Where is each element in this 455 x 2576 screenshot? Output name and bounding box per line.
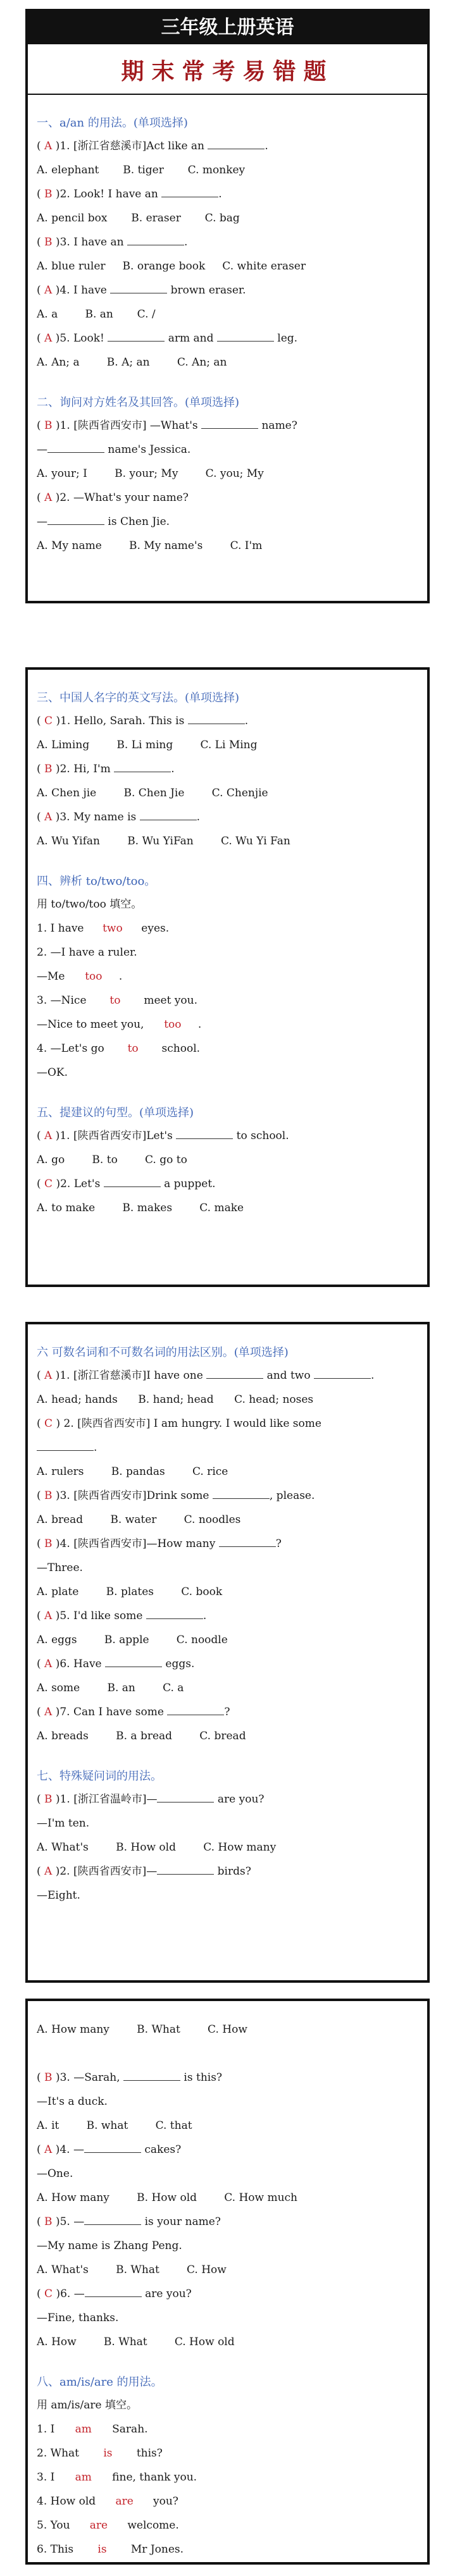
question-text: birds? — [214, 1865, 251, 1878]
question-text: 2. What — [37, 2447, 83, 2460]
question-line — [37, 1580, 418, 1604]
question-text: arm and — [165, 332, 217, 345]
answer-blank — [219, 1546, 276, 1547]
question-text: . — [370, 1369, 375, 1382]
question-text: . — [171, 763, 175, 775]
question-line — [37, 964, 418, 989]
question-line — [37, 805, 418, 829]
answer-letter: B — [44, 763, 53, 775]
answer-blank — [206, 1378, 263, 1379]
question-text: )3. My name is — [52, 811, 140, 823]
answer-letter: A — [44, 2143, 53, 2156]
question-text: A. pencil box B. eraser C. bag — [37, 212, 240, 225]
question-line — [37, 2489, 418, 2513]
answer-blank — [123, 2080, 180, 2081]
question-text: — — [37, 443, 47, 456]
question-line — [37, 1676, 418, 1700]
answer-letter: A — [44, 1130, 53, 1142]
answer-blank — [157, 1802, 214, 1803]
question-line — [37, 1061, 418, 1085]
question-line — [37, 510, 418, 534]
question-text: A. your; I B. your; My C. you; My — [37, 467, 264, 480]
question-text: is this? — [180, 2071, 223, 2084]
question-text: cakes? — [141, 2143, 182, 2156]
question-line — [37, 2114, 418, 2138]
question-text: A. elephant B. tiger C. monkey — [37, 164, 246, 176]
question-text: A. How B. What C. How old — [37, 2336, 235, 2348]
question-text: . — [203, 1610, 207, 1622]
question-text: ( — [37, 188, 45, 200]
question-text: ( — [37, 811, 45, 823]
filled-answer: am — [58, 2465, 109, 2489]
question-text: —It's a duck. — [37, 2095, 108, 2108]
question-text: )1. Hello, Sarah. This is — [53, 715, 188, 727]
question-text: ( — [37, 2071, 45, 2084]
question-line — [37, 2186, 418, 2210]
question-line — [37, 350, 418, 374]
question-text: 4. How old — [37, 2495, 99, 2508]
question-text: —One. — [37, 2167, 73, 2180]
page-subtitle: 期末常考易错题 — [121, 58, 334, 85]
question-line — [37, 1604, 418, 1628]
question-text: —OK. — [37, 1066, 68, 1079]
question-text: A. go B. to C. go to — [37, 1154, 187, 1166]
answer-blank — [84, 2224, 141, 2225]
answer-blank — [47, 524, 104, 525]
question-text: )1. [陕西省西安市] —What's — [52, 419, 202, 432]
question-text: is your name? — [141, 2215, 221, 2228]
answer-letter: B — [44, 419, 53, 432]
question-line — [37, 534, 418, 558]
question-line — [37, 2417, 418, 2441]
question-text: eggs. — [162, 1658, 195, 1670]
question-line — [37, 781, 418, 805]
question-text: A. What's B. How old C. How many — [37, 1841, 277, 1854]
question-text: ( — [37, 419, 45, 432]
section-title: 四、辨析 to/two/too。 — [37, 875, 156, 888]
question-text: )5. — — [52, 2215, 85, 2228]
filled-answer: too — [68, 964, 119, 989]
question-text: Sarah. — [108, 2423, 148, 2436]
answer-letter: A — [44, 1610, 53, 1622]
question-line — [37, 829, 418, 853]
answer-letter: A — [44, 1658, 53, 1670]
question-text: )3. —Sarah, — [52, 2071, 124, 2084]
question-line — [37, 1364, 418, 1388]
filled-answer: are — [73, 2513, 124, 2537]
answer-blank — [176, 1138, 233, 1139]
answer-blank — [217, 341, 274, 342]
question-text: . — [184, 236, 188, 249]
question-line — [37, 1436, 418, 1460]
question-text: A. Chen jie B. Chen Jie C. Chenjie — [37, 787, 268, 799]
section-spacer — [37, 2001, 418, 2018]
question-text: A. What's B. What C. How — [37, 2264, 227, 2276]
filled-answer: is — [77, 2537, 127, 2561]
question-text: A. An; a B. A; an C. An; an — [37, 356, 227, 369]
section-title: 六 可数名词和不可数名词的用法区别。(单项选择) — [37, 1346, 289, 1359]
card-4-body — [37, 2001, 418, 2561]
question-text: A. to make B. makes C. make — [37, 1202, 244, 1214]
question-text: A. How many B. What C. How — [37, 2023, 247, 2036]
question-line — [37, 733, 418, 757]
question-text: leg. — [273, 332, 298, 345]
answer-blank — [104, 1186, 161, 1187]
question-line — [37, 1196, 418, 1220]
question-line — [37, 2258, 418, 2282]
question-text: A. a B. an C. / — [37, 308, 156, 321]
filled-answer: to — [90, 989, 140, 1013]
question-text: ( — [37, 1658, 45, 1670]
question-line — [37, 2441, 418, 2465]
question-text: name? — [258, 419, 297, 432]
question-text: ( — [37, 284, 45, 297]
question-text: , please. — [269, 1489, 315, 1502]
question-text: )4. [陕西省西安市]—How many — [52, 1538, 219, 1550]
question-line — [37, 2066, 418, 2090]
question-text: 4. —Let's go — [37, 1042, 108, 1055]
question-line — [37, 1172, 418, 1196]
answer-letter: B — [44, 188, 53, 200]
question-text: )3. I have an — [52, 236, 127, 249]
question-text: are you? — [214, 1793, 265, 1806]
answer-letter: C — [44, 2288, 53, 2300]
question-line — [37, 757, 418, 781]
filled-answer: is — [82, 2441, 133, 2465]
question-text: ( — [37, 1130, 45, 1142]
answer-letter: A — [44, 811, 53, 823]
question-text: 1. I have — [37, 922, 87, 935]
worksheet-card-2 — [25, 667, 430, 1287]
question-text: 3. I — [37, 2471, 58, 2484]
question-text: )1. [浙江省慈溪市]Act like an — [52, 140, 208, 152]
section-title: 二、询问对方姓名及其回答。(单项选择) — [37, 396, 240, 409]
card-2-body — [37, 687, 418, 1220]
question-text: brown eraser. — [167, 284, 246, 297]
question-line — [37, 1013, 418, 1037]
question-line — [37, 254, 418, 278]
question-text: 6. This — [37, 2543, 77, 2556]
question-text: ? — [224, 1706, 230, 1718]
question-text: )6. Have — [52, 1658, 106, 1670]
question-text: ( — [37, 763, 45, 775]
question-text: ( — [37, 1489, 45, 1502]
question-text: A. plate B. plates C. book — [37, 1586, 223, 1598]
answer-letter: B — [44, 1538, 53, 1550]
question-text: ( — [37, 1610, 45, 1622]
question-line — [37, 1460, 418, 1484]
question-text: ( — [37, 140, 45, 152]
answer-letter: A — [44, 140, 53, 152]
question-text: and two — [263, 1369, 314, 1382]
question-line — [37, 2393, 418, 2417]
question-line — [37, 2234, 418, 2258]
question-text: ( — [37, 1865, 45, 1878]
card-3-body — [37, 1342, 418, 1907]
question-line — [37, 2162, 418, 2186]
worksheet-card-3 — [25, 1322, 430, 1983]
question-text: ( — [37, 715, 45, 727]
question-text: eyes. — [137, 922, 170, 935]
question-text: . — [118, 970, 123, 983]
question-text: )2. —What's your name? — [52, 491, 189, 504]
answer-blank — [108, 341, 165, 342]
question-text: ( — [37, 1178, 45, 1190]
question-text: )2. Look! I have an — [52, 188, 162, 200]
question-text: a puppet. — [160, 1178, 216, 1190]
question-line — [37, 1484, 418, 1508]
question-text: A. breads B. a bread C. bread — [37, 1730, 246, 1742]
question-text: ? — [275, 1538, 282, 1550]
question-line — [37, 1835, 418, 1859]
question-text: ( — [37, 2143, 45, 2156]
answer-letter: C — [44, 1178, 53, 1190]
question-text: 5. You — [37, 2519, 73, 2532]
question-line — [37, 1148, 418, 1172]
question-text: this? — [133, 2447, 163, 2460]
answer-letter: C — [44, 715, 53, 727]
question-line — [37, 182, 418, 206]
question-line — [37, 2210, 418, 2234]
question-text: — — [37, 515, 47, 528]
question-text: meet you. — [140, 994, 197, 1007]
question-text: is Chen Jie. — [104, 515, 170, 528]
question-text: ( — [37, 1538, 45, 1550]
question-text: ( — [37, 2288, 45, 2300]
answer-letter: A — [44, 491, 53, 504]
answer-letter: B — [44, 1793, 53, 1806]
question-line — [37, 1508, 418, 1532]
question-text: )5. I'd like some — [52, 1610, 146, 1622]
answer-blank — [47, 452, 104, 453]
question-line — [37, 2306, 418, 2330]
question-text: —Me — [37, 970, 68, 983]
section-title: 七、特殊疑问词的用法。 — [37, 1770, 162, 1783]
question-text: —Three. — [37, 1562, 83, 1574]
answer-blank — [37, 1450, 94, 1451]
question-line — [37, 230, 418, 254]
question-line — [37, 486, 418, 510]
question-text: 用 to/two/too 填空。 — [37, 898, 142, 911]
question-text: )1. [浙江省慈溪市]I have one — [52, 1369, 207, 1382]
question-line — [37, 989, 418, 1013]
question-line — [37, 206, 418, 230]
question-text: —Nice to meet you, — [37, 1018, 147, 1031]
question-text: )4. — — [52, 2143, 84, 2156]
question-line — [37, 1037, 418, 1061]
answer-letter: A — [44, 1369, 53, 1382]
question-line — [37, 326, 418, 350]
question-line — [37, 2465, 418, 2489]
question-line — [37, 940, 418, 964]
card-1-body — [37, 113, 418, 558]
question-text: fine, thank you. — [108, 2471, 197, 2484]
question-line — [37, 1724, 418, 1748]
question-text: A. some B. an C. a — [37, 1682, 184, 1694]
question-line — [37, 438, 418, 462]
question-text: ( — [37, 2215, 45, 2228]
question-text: to school. — [233, 1130, 289, 1142]
answer-blank — [213, 1498, 270, 1499]
question-text: ( — [37, 332, 45, 345]
question-text: A. eggs B. apple C. noodle — [37, 1634, 228, 1646]
question-text: )1. [浙江省温岭市]— — [52, 1793, 158, 1806]
question-line — [37, 1388, 418, 1412]
question-text: )2. Hi, I'm — [52, 763, 115, 775]
section-title: 五、提建议的句型。(单项选择) — [37, 1106, 194, 1119]
page-title: 三年级上册英语 — [28, 11, 427, 44]
question-text: 用 am/is/are 填空。 — [37, 2399, 138, 2412]
filled-answer: are — [99, 2489, 150, 2513]
answer-letter: A — [44, 284, 53, 297]
answer-blank — [85, 2296, 142, 2297]
question-line — [37, 1700, 418, 1724]
question-text: . — [218, 188, 222, 200]
answer-blank — [314, 1378, 371, 1379]
question-text: A. rulers B. pandas C. rice — [37, 1465, 228, 1478]
question-line — [37, 2138, 418, 2162]
question-line — [37, 2042, 418, 2066]
question-text: )2. Let's — [53, 1178, 104, 1190]
question-text: . — [197, 1018, 202, 1031]
question-line — [37, 1412, 418, 1436]
question-text: )1. [陕西省西安市]Let's — [52, 1130, 177, 1142]
question-text: A. My name B. My name's C. I'm — [37, 539, 263, 552]
question-text: welcome. — [123, 2519, 179, 2532]
question-text: A. it B. what C. that — [37, 2119, 192, 2132]
question-text: 2. —I have a ruler. — [37, 946, 137, 959]
answer-letter: A — [44, 1706, 53, 1718]
section-title: 一、a/an 的用法。(单项选择) — [37, 116, 188, 130]
answer-letter: B — [44, 236, 53, 249]
question-text: )4. I have — [52, 284, 111, 297]
question-text: 1. I — [37, 2423, 58, 2436]
question-text: A. bread B. water C. noodles — [37, 1513, 241, 1526]
question-line — [37, 278, 418, 302]
question-text: ( — [37, 1369, 45, 1382]
question-text: ( — [37, 491, 45, 504]
worksheet-card-1 — [25, 9, 430, 603]
question-line — [37, 892, 418, 916]
filled-answer: am — [58, 2417, 109, 2441]
question-text: )5. Look! — [52, 332, 108, 345]
title-divider — [28, 94, 427, 95]
question-line — [37, 2513, 418, 2537]
question-line — [37, 2537, 418, 2561]
question-text: )6. — — [53, 2288, 85, 2300]
question-text: —Fine, thanks. — [37, 2312, 119, 2324]
question-line — [37, 1787, 418, 1811]
question-text: —My name is Zhang Peng. — [37, 2240, 182, 2252]
section-title: 三、中国人名字的英文写法。(单项选择) — [37, 691, 240, 705]
worksheet-card-4 — [25, 1999, 430, 2565]
answer-letter: B — [44, 2215, 53, 2228]
question-text: ( — [37, 1793, 45, 1806]
question-line — [37, 134, 418, 158]
question-text: )2. [陕西省西安市]— — [52, 1865, 158, 1878]
answer-blank — [146, 1618, 203, 1619]
question-text: )3. [陕西省西安市]Drink some — [52, 1489, 213, 1502]
answer-letter: A — [44, 1865, 53, 1878]
section-title: 八、am/is/are 的用法。 — [37, 2376, 163, 2389]
question-text: A. Liming B. Li ming C. Li Ming — [37, 739, 258, 751]
question-line — [37, 1883, 418, 1907]
question-line — [37, 1124, 418, 1148]
question-line — [37, 916, 418, 940]
question-text: A. head; hands B. hand; head C. head; noses — [37, 1393, 314, 1406]
question-text: you? — [149, 2495, 178, 2508]
question-text: Mr Jones. — [127, 2543, 184, 2556]
question-line — [37, 1556, 418, 1580]
question-line — [37, 2282, 418, 2306]
answer-letter: B — [44, 2071, 53, 2084]
question-text: —Eight. — [37, 1889, 80, 1902]
filled-answer: too — [147, 1013, 198, 1037]
question-text: A. Wu Yifan B. Wu YiFan C. Wu Yi Fan — [37, 835, 290, 847]
question-line — [37, 2018, 418, 2042]
question-text: . — [196, 811, 201, 823]
question-line — [37, 414, 418, 438]
answer-letter: A — [44, 332, 53, 345]
question-text: ) 2. [陕西省西安市] I am hungry. I would like some — [53, 1417, 321, 1430]
answer-blank — [157, 1874, 214, 1875]
answer-letter: B — [44, 1489, 53, 1502]
question-text: —I'm ten. — [37, 1817, 90, 1830]
question-line — [37, 1652, 418, 1676]
question-line — [37, 1811, 418, 1835]
question-line — [37, 1859, 418, 1883]
question-line — [37, 158, 418, 182]
question-line — [37, 2090, 418, 2114]
question-text: are you? — [141, 2288, 192, 2300]
answer-blank — [201, 428, 258, 429]
question-line — [37, 1532, 418, 1556]
question-line — [37, 1628, 418, 1652]
answer-blank — [84, 2152, 141, 2153]
question-line — [37, 2330, 418, 2354]
question-text: name's Jessica. — [104, 443, 191, 456]
question-text: 3. —Nice — [37, 994, 90, 1007]
question-line — [37, 709, 418, 733]
question-text: )7. Can I have some — [52, 1706, 168, 1718]
question-line — [37, 302, 418, 326]
question-text: ( — [37, 1706, 45, 1718]
question-text: ( — [37, 236, 45, 249]
question-line — [37, 462, 418, 486]
filled-answer: to — [108, 1037, 158, 1061]
answer-letter: C — [44, 1417, 53, 1430]
question-text: school. — [158, 1042, 201, 1055]
question-text: A. blue ruler B. orange book C. white eraser — [37, 260, 306, 273]
question-text: . — [94, 1441, 97, 1454]
question-text: . — [244, 715, 249, 727]
filled-answer: two — [87, 916, 138, 940]
question-text: ( — [37, 1417, 45, 1430]
question-text: A. How many B. How old C. How much — [37, 2191, 298, 2204]
question-text: . — [265, 140, 268, 152]
